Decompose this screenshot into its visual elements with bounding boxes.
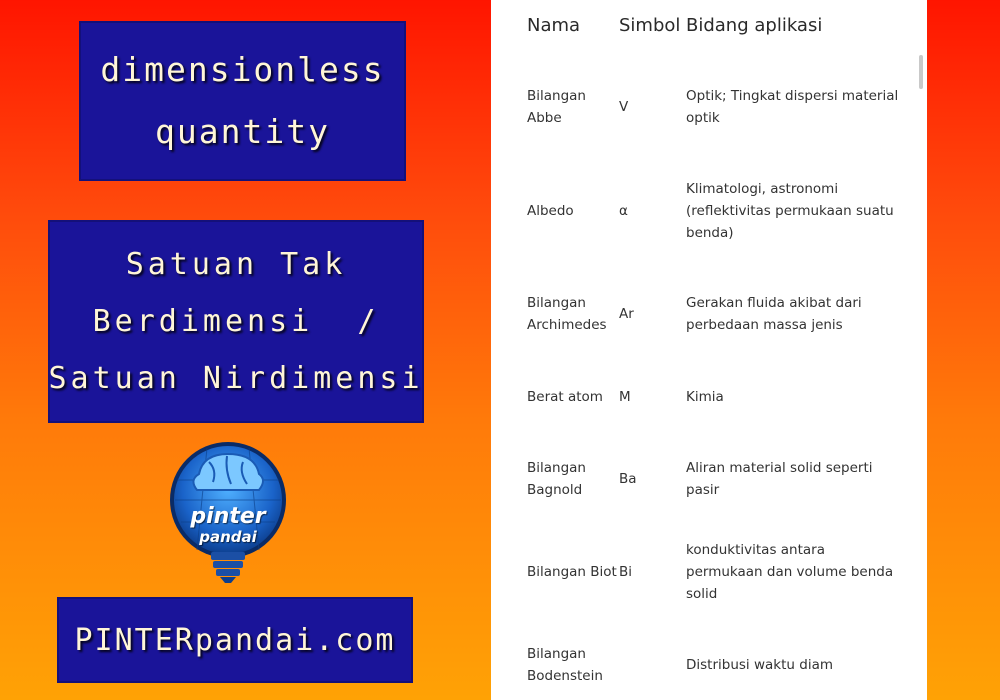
logo-text: pinter: [190, 504, 266, 529]
cell-symbol: M: [619, 389, 631, 405]
header-application: Bidang aplikasi: [686, 15, 823, 36]
table-header: [491, 0, 927, 56]
cell-name: Bilangan Abbe: [527, 88, 586, 126]
cell-name: Berat atom: [527, 389, 603, 405]
cell-application: konduktivitas antara permukaan dan volume benda solid: [686, 542, 894, 602]
cell-application: Aliran material solid seperti pasir: [686, 460, 873, 498]
table-row: [491, 456, 927, 502]
cell-name: Bilangan Biot: [527, 564, 617, 580]
site-box: [57, 597, 413, 683]
title-line: quantity: [155, 112, 330, 151]
table-row: [491, 542, 927, 602]
header-name: Nama: [527, 15, 581, 36]
document-panel: [491, 0, 927, 700]
pinterpandai-logo: [167, 440, 289, 585]
cell-application: Gerakan fluida akibat dari perbedaan massa jenis: [686, 295, 862, 333]
table-row: [491, 291, 927, 337]
subtitle-line: Berdimensi /: [92, 304, 380, 339]
cell-name: Bilangan Archimedes: [527, 295, 607, 333]
cell-symbol: V: [619, 99, 629, 115]
scrollbar-thumb[interactable]: [919, 55, 923, 89]
table-row: [491, 385, 927, 409]
site-url: PINTERpandai.com: [74, 622, 396, 658]
table-row: [491, 177, 927, 245]
cell-symbol: α: [619, 203, 628, 219]
subtitle-box: [48, 220, 424, 423]
cell-symbol: Ba: [619, 471, 637, 487]
cell-application: Optik; Tingkat dispersi material optik: [686, 88, 899, 126]
cell-name: Bilangan Bagnold: [527, 460, 586, 498]
cell-symbol: [619, 642, 679, 688]
title-line: dimensionless: [100, 50, 385, 89]
cell-application: Kimia: [686, 389, 724, 405]
table-row: [491, 84, 927, 130]
subtitle-line: Satuan Nirdimensi: [48, 361, 424, 396]
cell-symbol: Ar: [619, 306, 634, 322]
subtitle-line: Satuan Tak: [125, 247, 347, 282]
cell-application: Distribusi waktu diam: [686, 657, 833, 673]
cell-name: Albedo: [527, 203, 574, 219]
cell-symbol: Bi: [619, 564, 633, 580]
cell-name: Bilangan Bodenstein: [527, 646, 603, 684]
table-row: [491, 642, 927, 688]
cell-application: Klimatologi, astronomi (reflektivitas permukaan suatu benda): [686, 181, 894, 241]
logo-text: pandai: [199, 528, 257, 546]
title-box: [79, 21, 406, 181]
header-symbol: Simbol: [619, 15, 681, 36]
